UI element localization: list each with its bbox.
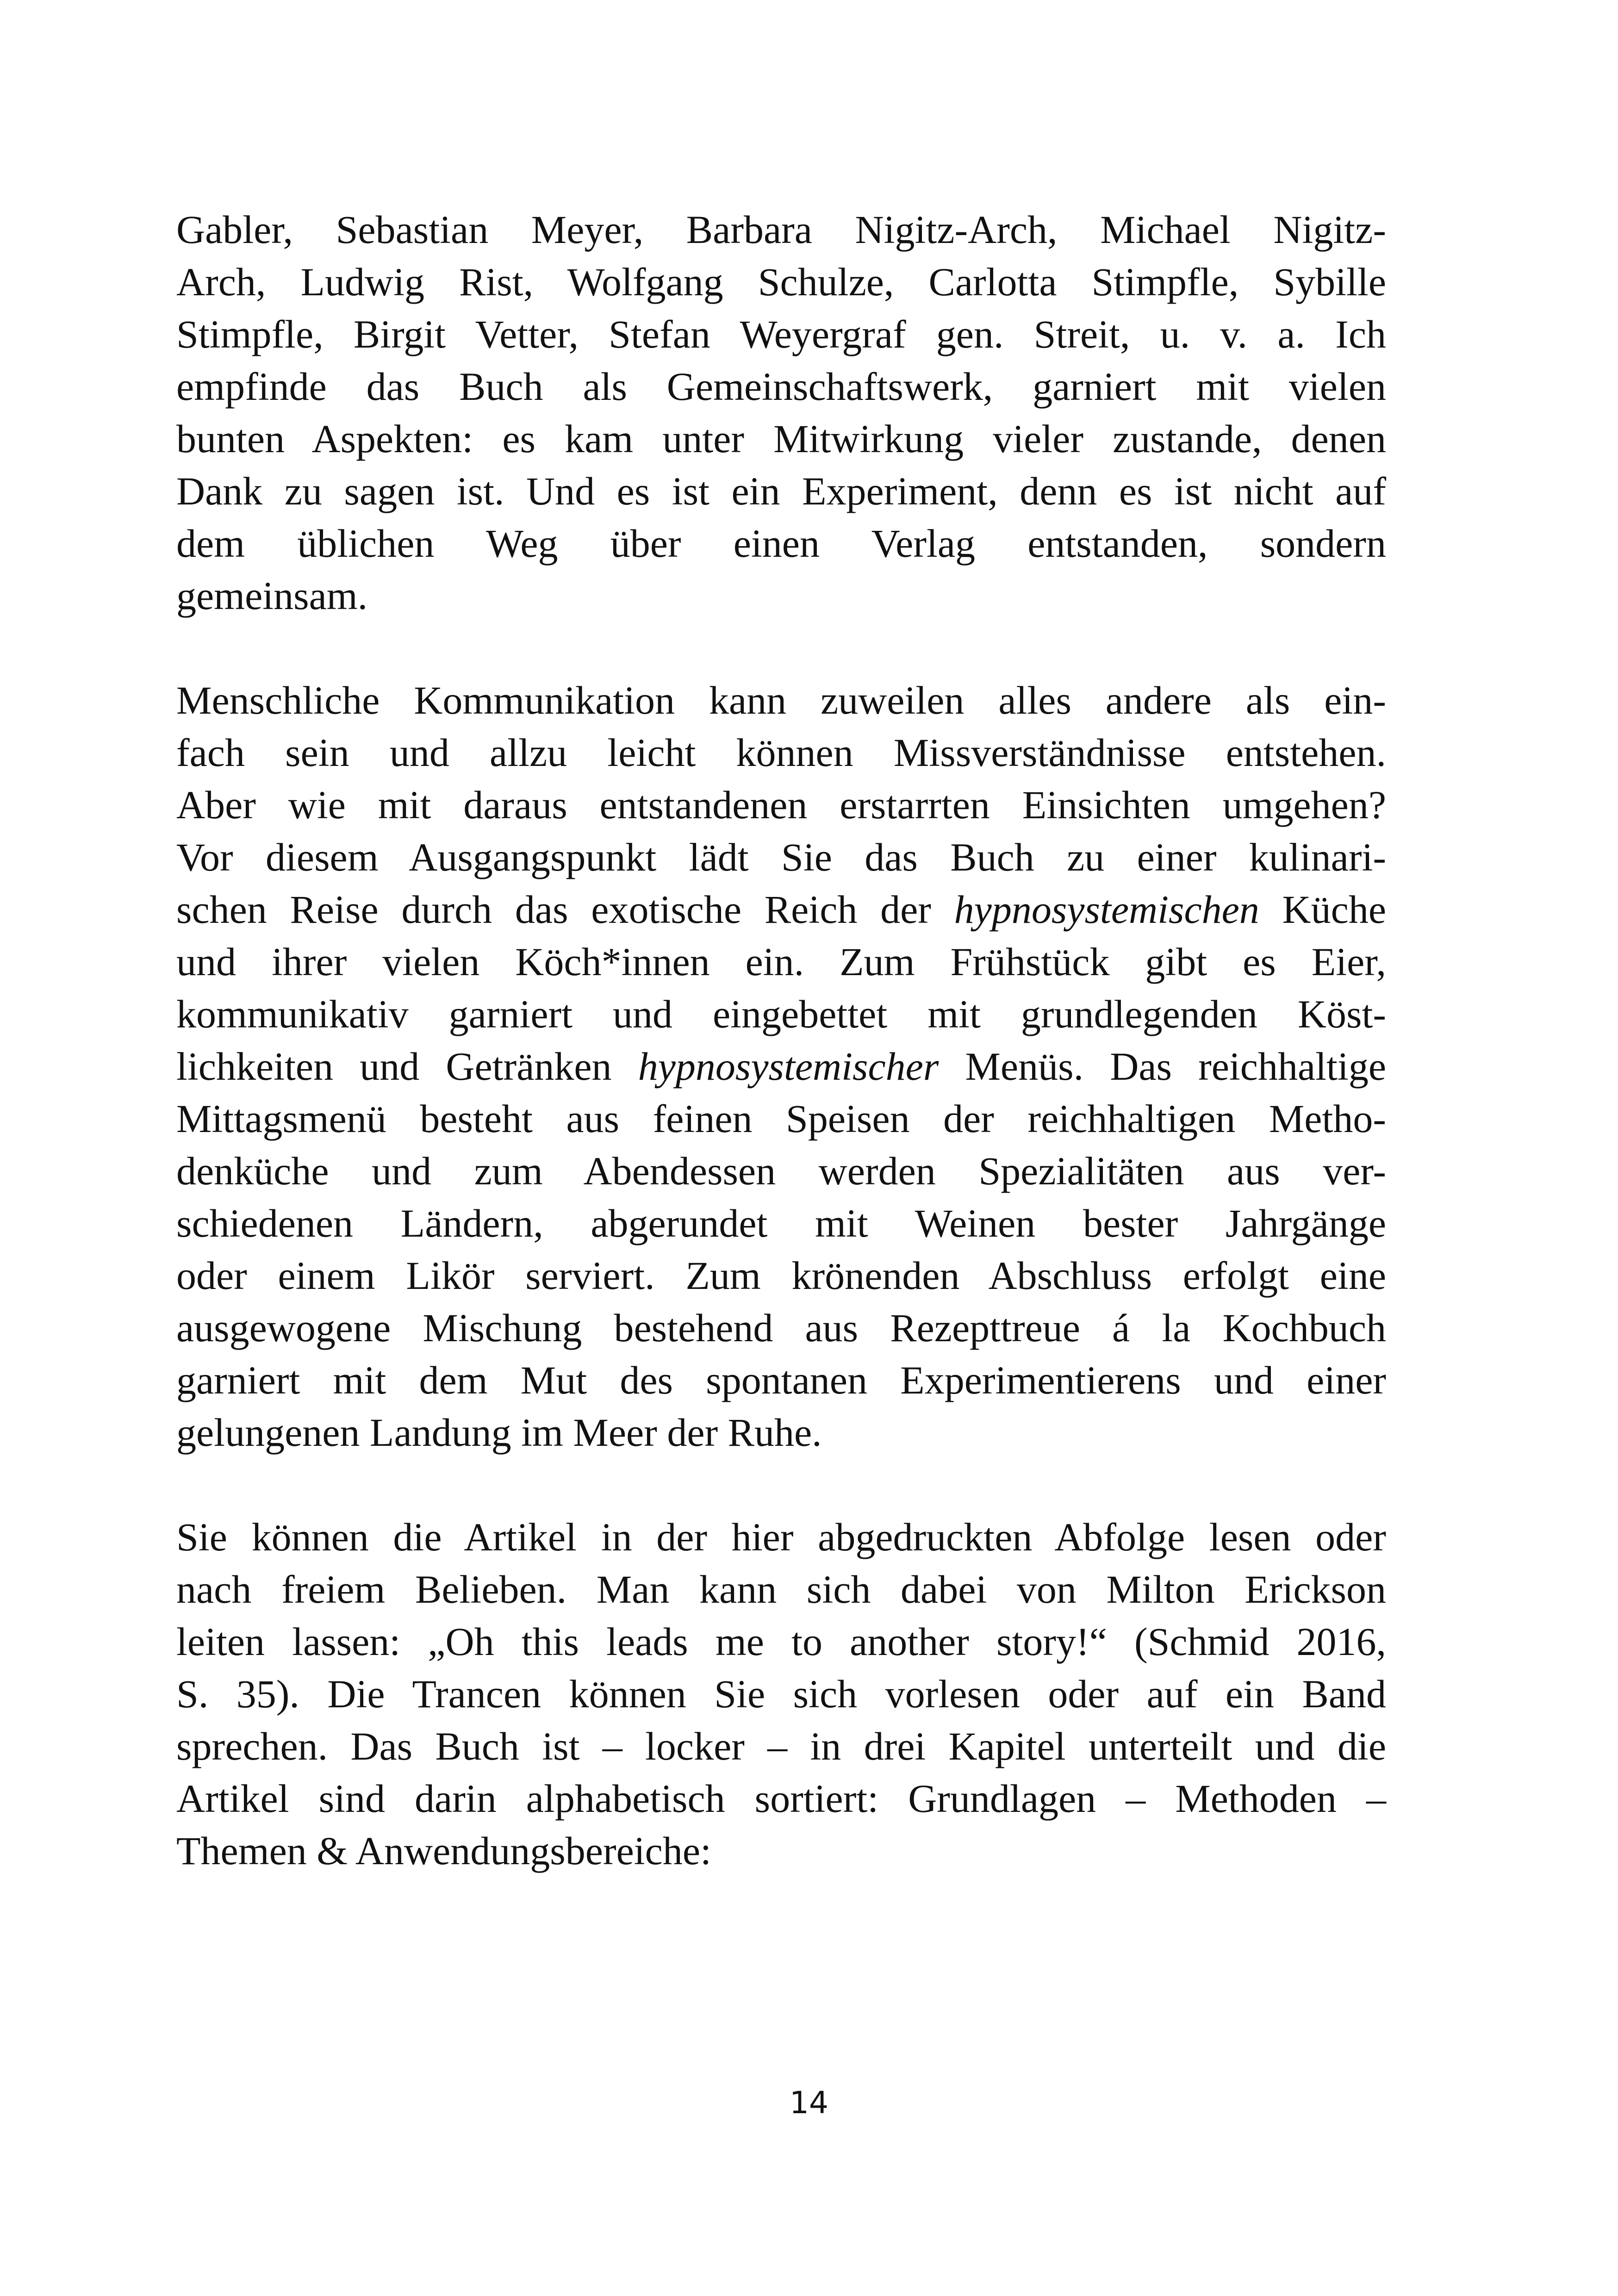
text-line: ausgewogene Mischung bestehend aus Rezepttreue á la Kochbuch — [176, 1306, 1386, 1350]
text-line: Mittagsmenü besteht aus feinen Speisen der reichhaltigen Metho- — [176, 1096, 1386, 1141]
text-line: Artikel sind darin alphabetisch sortiert: Grundlagen – Methoden – — [176, 1776, 1386, 1821]
page-number: 14 — [790, 2085, 828, 2121]
text-line: Sie können die Artikel in der hier abgedruckten Abfolge lesen oder — [176, 1515, 1386, 1559]
text-line: bunten Aspekten: es kam unter Mitwirkung vieler zustande, denen — [176, 417, 1386, 461]
text-line: leiten lassen: „Oh this leads me to another story!“ (Schmid 2016, — [176, 1619, 1386, 1664]
text-span: schen Reise durch das exotische Reich der — [176, 887, 954, 932]
text-line: und ihrer vielen Köch*innen ein. Zum Frühstück gibt es Eier, — [176, 940, 1386, 984]
text-line: fach sein und allzu leicht können Missverständnisse entstehen. — [176, 730, 1386, 775]
italic-term: hypnosystemischer — [638, 1044, 939, 1089]
text-line: schiedenen Ländern, abgerundet mit Weinen bester Jahrgänge — [176, 1201, 1386, 1245]
text-line: gelungenen Landung im Meer der Ruhe. — [176, 1410, 822, 1455]
text-line: nach freiem Belieben. Man kann sich dabei von Milton Erickson — [176, 1567, 1386, 1612]
text-span: Küche — [1259, 887, 1386, 932]
paragraph — [176, 674, 1386, 1459]
text-line: dem üblichen Weg über einen Verlag entstanden, sondern — [176, 521, 1386, 566]
text-line: Vor diesem Ausgangspunkt lädt Sie das Buch zu einer kulinari- — [176, 835, 1386, 879]
paragraph — [176, 204, 1386, 622]
text-line: garniert mit dem Mut des spontanen Experimentierens und einer — [176, 1358, 1386, 1402]
italic-term: hypnosystemischen — [954, 887, 1259, 932]
body-text — [176, 204, 1386, 1929]
text-span: lichkeiten und Getränken — [176, 1044, 638, 1089]
text-line: denküche und zum Abendessen werden Spezialitäten aus ver- — [176, 1149, 1386, 1193]
text-line: gemeinsam. — [176, 573, 368, 618]
text-line: Aber wie mit daraus entstandenen erstarrten Einsichten umgehen? — [176, 783, 1386, 827]
text-line: Stimpfle, Birgit Vetter, Stefan Weyergraf gen. Streit, u. v. a. Ich — [176, 312, 1386, 356]
text-line: kommunikativ garniert und eingebettet mit grundlegenden Köst- — [176, 992, 1386, 1036]
text-span: Menüs. Das reichhaltige — [939, 1044, 1386, 1089]
text-line: sprechen. Das Buch ist – locker – in drei Kapitel unterteilt und die — [176, 1724, 1386, 1768]
text-line: S. 35). Die Trancen können Sie sich vorlesen oder auf ein Band — [176, 1672, 1386, 1716]
text-line: Themen & Anwendungsbereiche: — [176, 1829, 711, 1873]
text-line — [176, 1040, 1386, 1093]
text-line: oder einem Likör serviert. Zum krönenden Abschluss erfolgt eine — [176, 1253, 1386, 1298]
text-line: Arch, Ludwig Rist, Wolfgang Schulze, Carlotta Stimpfle, Sybille — [176, 260, 1386, 304]
text-line: empfinde das Buch als Gemeinschaftswerk, garniert mit vielen — [176, 364, 1386, 409]
paragraph — [176, 1511, 1386, 1877]
text-line: Gabler, Sebastian Meyer, Barbara Nigitz-Arch, Michael Nigitz- — [176, 207, 1386, 252]
text-line — [176, 884, 1386, 936]
text-line: Dank zu sagen ist. Und es ist ein Experiment, denn es ist nicht auf — [176, 469, 1386, 513]
text-line: Menschliche Kommunikation kann zuweilen alles andere als ein- — [176, 678, 1386, 722]
